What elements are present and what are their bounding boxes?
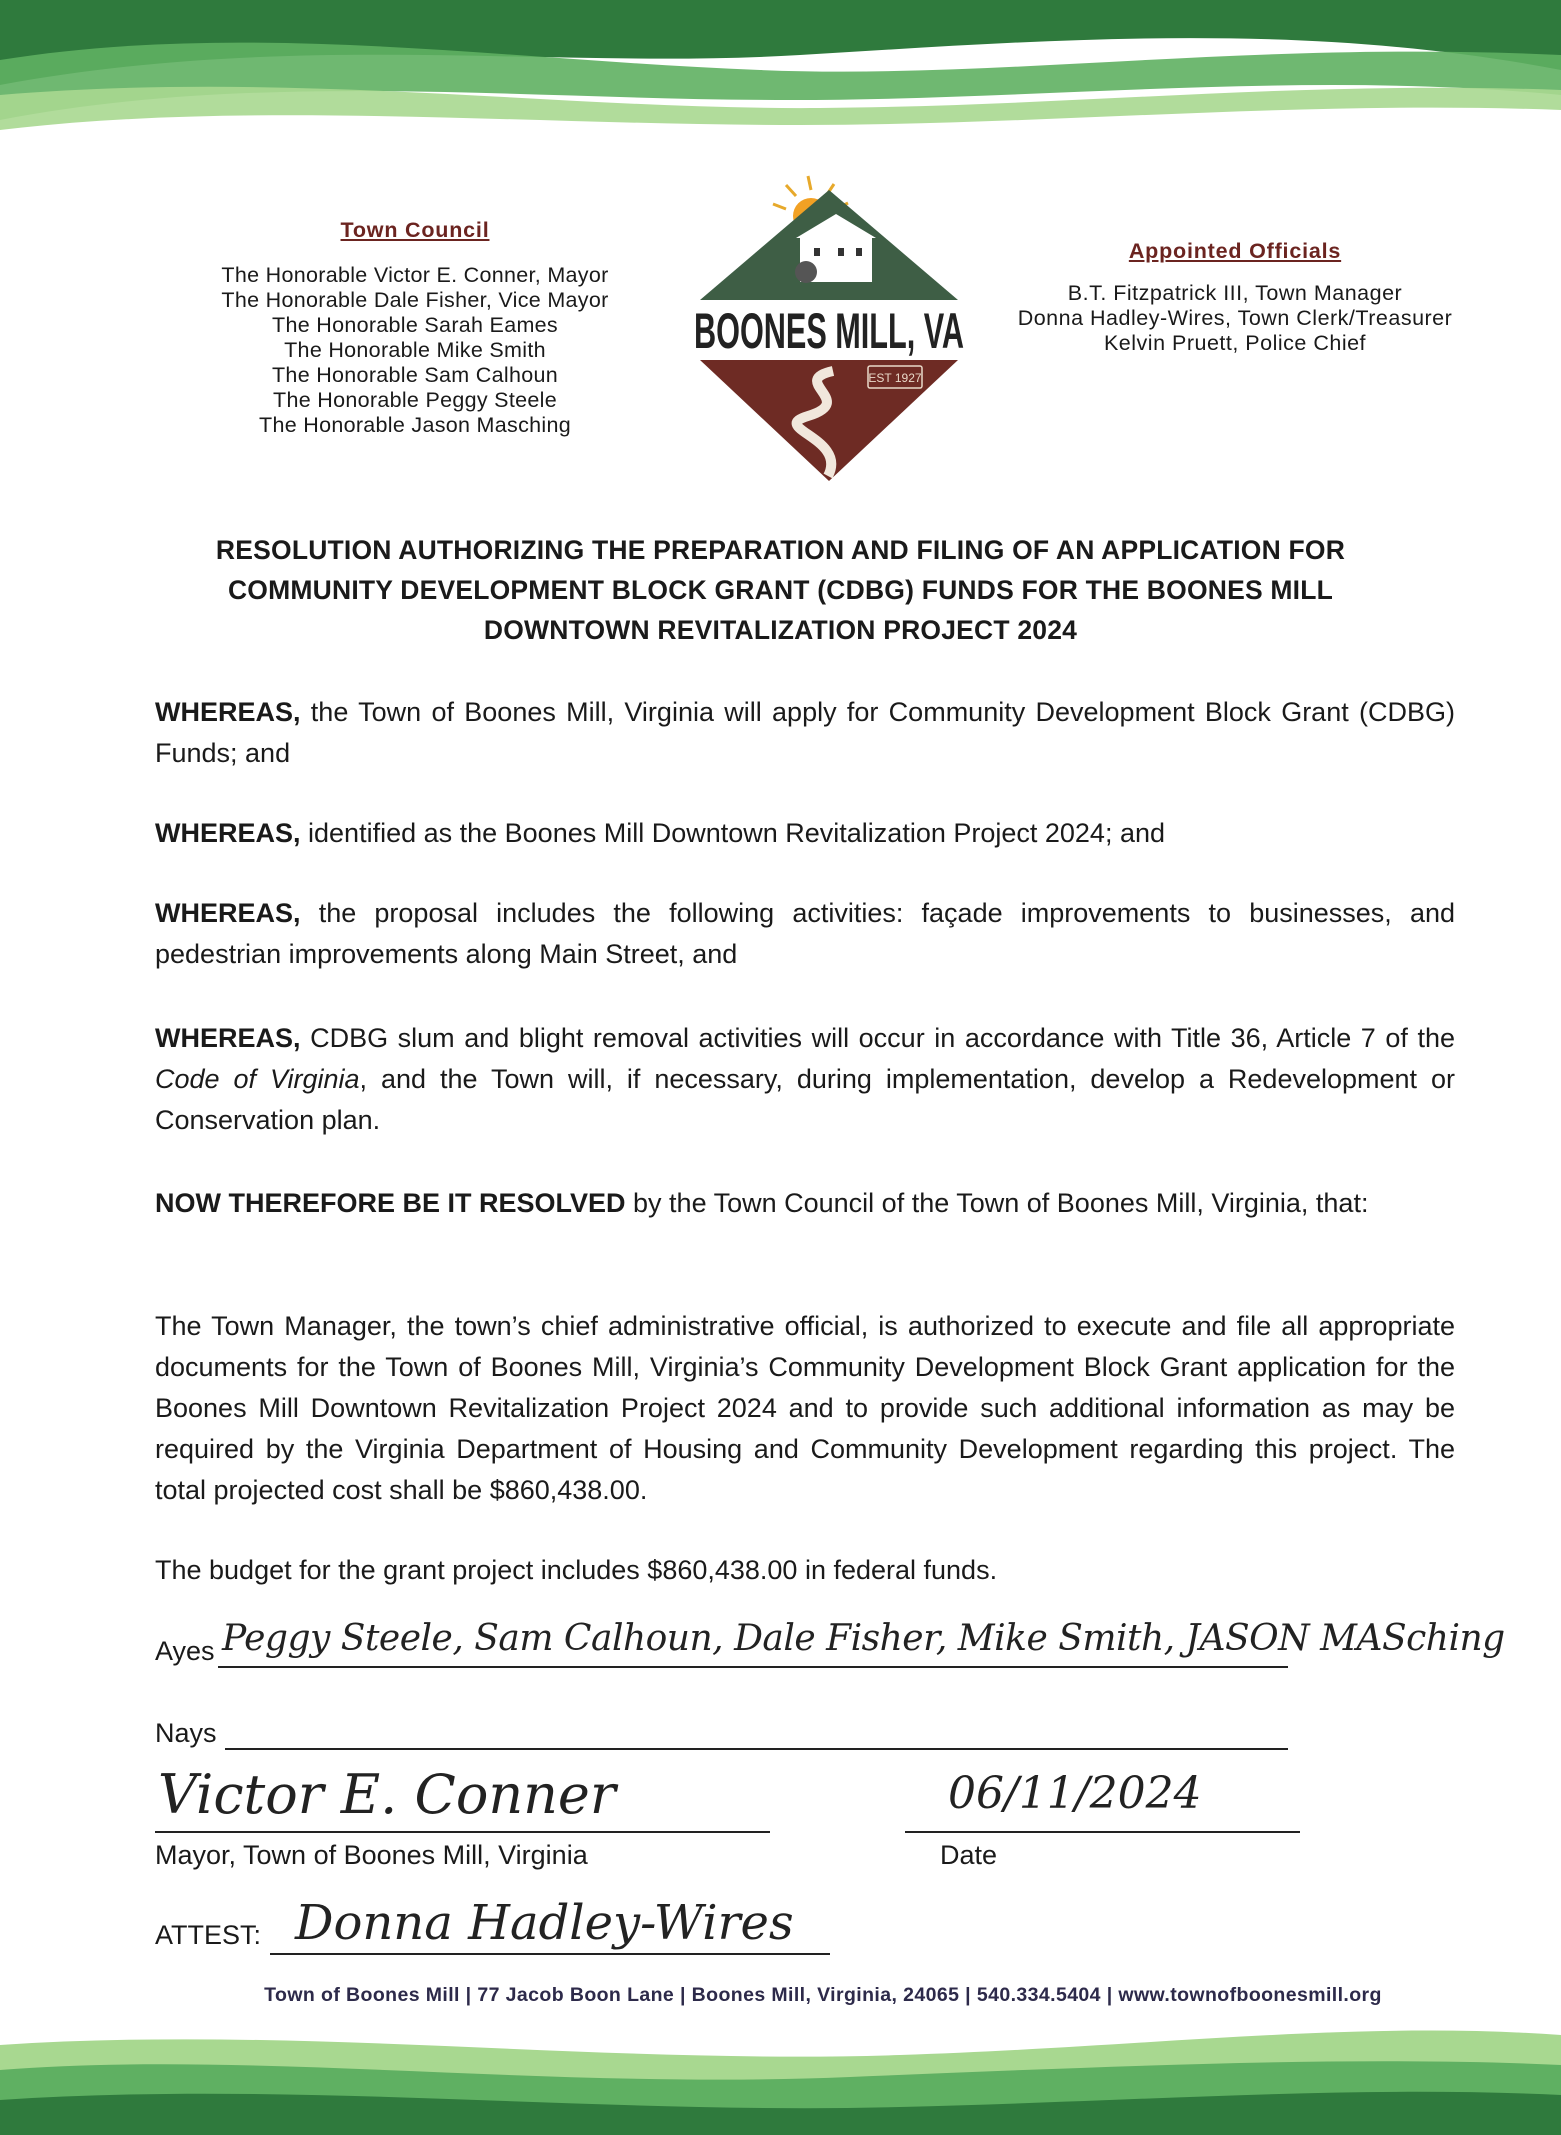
date-line bbox=[905, 1831, 1300, 1833]
council-member: The Honorable Victor E. Conner, Mayor bbox=[221, 263, 609, 287]
title-line: DOWNTOWN REVITALIZATION PROJECT 2024 bbox=[483, 615, 1078, 645]
top-wave-banner bbox=[0, 0, 1561, 140]
authorization-paragraph bbox=[155, 1306, 1455, 1511]
paragraph-text: , and the Town will, if necessary, during implementation, develop a Redevelopment or Conservation plan. bbox=[155, 1064, 1455, 1135]
ayes-line bbox=[218, 1666, 1288, 1668]
title-line: RESOLUTION AUTHORIZING THE PREPARATION AND FILING OF AN APPLICATION FOR bbox=[215, 535, 1346, 565]
council-member: The Honorable Mike Smith bbox=[284, 338, 546, 362]
date-label: Date bbox=[940, 1840, 998, 1870]
appointed-officials-heading: Appointed Officials bbox=[1128, 239, 1342, 263]
official: Kelvin Pruett, Police Chief bbox=[1103, 331, 1367, 355]
council-member: The Honorable Peggy Steele bbox=[273, 388, 557, 412]
title-line: COMMUNITY DEVELOPMENT BLOCK GRANT (CDBG) FUNDS FOR THE BOONES MILL bbox=[227, 575, 1334, 605]
resolved-lead: NOW THEREFORE BE IT RESOLVED bbox=[155, 1188, 626, 1218]
code-of-virginia-citation: Code of Virginia bbox=[155, 1064, 360, 1094]
town-council-heading: Town Council bbox=[340, 218, 490, 242]
whereas-lead: WHEREAS, bbox=[155, 818, 301, 848]
bottom-wave-banner bbox=[0, 2015, 1561, 2135]
boones-mill-logo bbox=[688, 176, 970, 486]
date-handwritten: 06/11/2024 bbox=[948, 1768, 1202, 1819]
resolution-title bbox=[150, 530, 1411, 650]
official: Donna Hadley-Wires, Town Clerk/Treasurer bbox=[1017, 306, 1453, 330]
ayes-handwritten-names: Peggy Steele, Sam Calhoun, Dale Fisher, Mike Smith, JASON MASching bbox=[222, 1618, 1505, 1659]
nays-line bbox=[225, 1748, 1288, 1750]
logo-wordmark: BOONES MILL, VA bbox=[694, 303, 964, 359]
whereas-paragraph-4 bbox=[155, 1018, 1455, 1141]
council-member: The Honorable Sam Calhoun bbox=[272, 363, 558, 387]
attest-label: ATTEST: bbox=[155, 1920, 262, 1950]
mayor-signature-line bbox=[155, 1831, 770, 1833]
footer-address: Town of Boones Mill | 77 Jacob Boon Lane | Boones Mill, Virginia, 24065 | 540.334.5404 | www.townofboonesmill.org bbox=[264, 1984, 1382, 2006]
council-member: The Honorable Sarah Eames bbox=[272, 313, 558, 337]
council-member: The Honorable Jason Masching bbox=[259, 413, 571, 437]
logo-established: EST 1927 bbox=[868, 371, 922, 385]
ayes-label: Ayes bbox=[155, 1636, 215, 1666]
paragraph-text: The Town Manager, the town’s chief administrative official, is authorized to execute and file all appropriate documents for the Town of Boones Mill, Virginia’s Community Development Block Grant application for the Boones Mill Downtown Revitalization Project 2024 and to provide such additional information as may be required by the Virginia Department of Housing and Community Development regarding this project. The total projected cost shall be $860,438.00. bbox=[155, 1311, 1455, 1505]
whereas-lead: WHEREAS, bbox=[155, 898, 301, 928]
paragraph-text: by the Town Council of the Town of Boones Mill, Virginia, that: bbox=[625, 1188, 1369, 1218]
whereas-paragraph-3 bbox=[155, 893, 1455, 975]
appointed-officials-block bbox=[990, 239, 1480, 356]
budget-paragraph bbox=[155, 1550, 1455, 1591]
paragraph-text: the Town of Boones Mill, Virginia will apply for Community Development Block Grant (CDBG) Funds; and bbox=[155, 697, 1455, 768]
whereas-paragraph-2 bbox=[155, 813, 1455, 854]
attest-signature: Donna Hadley-Wires bbox=[295, 1895, 794, 1951]
whereas-lead: WHEREAS, bbox=[155, 1023, 301, 1053]
mayor-label: Mayor, Town of Boones Mill, Virginia bbox=[155, 1840, 588, 1870]
mayor-signature: Victor E. Conner bbox=[158, 1763, 616, 1826]
paragraph-text: identified as the Boones Mill Downtown Revitalization Project 2024; and bbox=[300, 818, 1166, 848]
resolved-paragraph bbox=[155, 1183, 1455, 1224]
attest-line bbox=[270, 1953, 830, 1955]
paragraph-text: CDBG slum and blight removal activities will occur in accordance with Title 36, Article 7 of the bbox=[300, 1023, 1455, 1053]
official: B.T. Fitzpatrick III, Town Manager bbox=[1067, 281, 1403, 305]
nays-label: Nays bbox=[155, 1718, 217, 1748]
whereas-lead: WHEREAS, bbox=[155, 697, 301, 727]
whereas-paragraph-1 bbox=[155, 692, 1455, 774]
town-council-block bbox=[150, 218, 680, 438]
council-member: The Honorable Dale Fisher, Vice Mayor bbox=[221, 288, 609, 312]
paragraph-text: the proposal includes the following activities: façade improvements to businesses, and pedestrian improvements along Main Street, and bbox=[155, 898, 1455, 969]
paragraph-text: The budget for the grant project includes $860,438.00 in federal funds. bbox=[155, 1555, 998, 1585]
